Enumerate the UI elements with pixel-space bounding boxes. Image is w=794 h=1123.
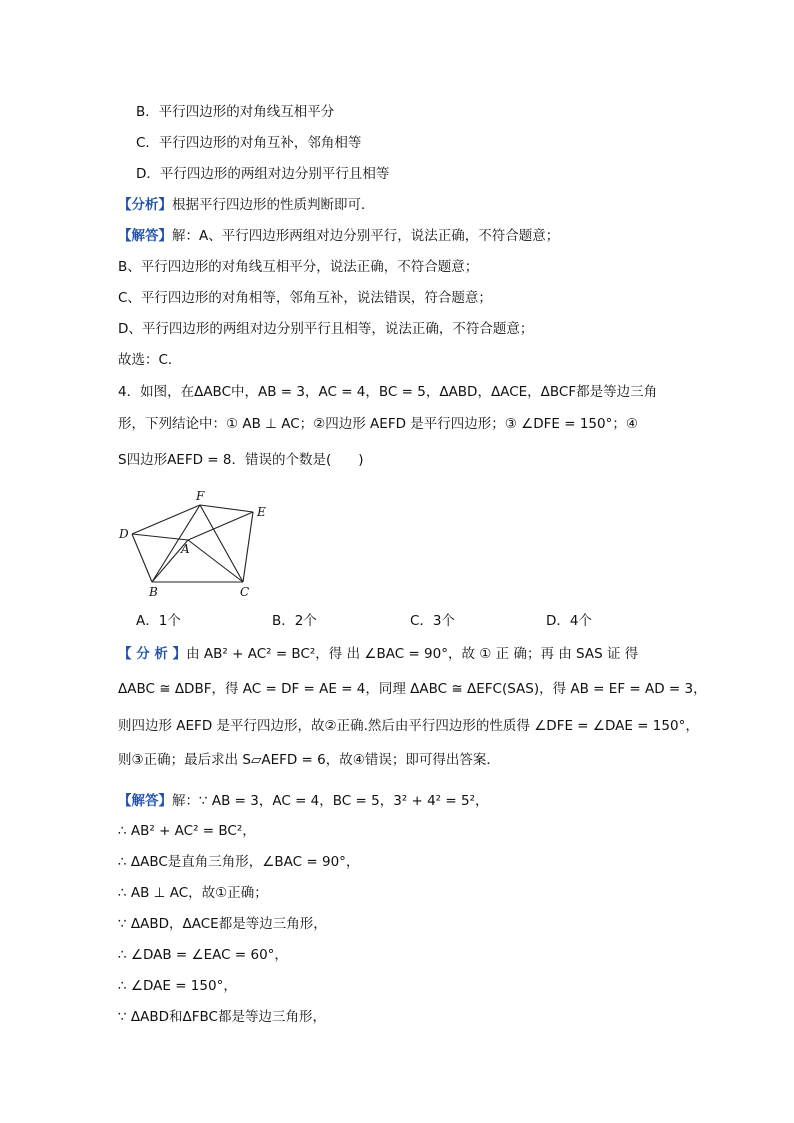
label-e: E <box>257 505 266 519</box>
q4-analysis-line-4: 则③正确；最后求出 S▱AEFD = 6，故④错误；即可得出答案． <box>118 752 500 768</box>
q3-answer-line-3: C、平行四边形的对角相等，邻角互补，说法错误，符合题意； <box>118 290 492 306</box>
label-a: A <box>181 542 190 556</box>
q4-stem-line-3: S四边形AEFD = 8．错误的个数是( ) <box>118 452 364 468</box>
q3-answer-line-1 <box>118 226 559 246</box>
label-f: F <box>196 489 205 503</box>
q4-solution-line-5: ∵ ΔABD，ΔACE都是等边三角形， <box>118 916 327 932</box>
segment-bd <box>132 534 152 582</box>
option-d-prev: D．平行四边形的两组对边分别平行且相等 <box>136 166 390 182</box>
label-d: D <box>119 527 129 541</box>
q3-analysis <box>118 195 375 215</box>
label-c: C <box>240 585 250 599</box>
segment-ae <box>188 512 253 540</box>
answer-tag-q4: 【解答】 <box>118 793 172 809</box>
segment-df <box>132 505 200 534</box>
q4-solution-line-8: ∵ ΔABD和ΔFBC都是等边三角形， <box>118 1009 326 1025</box>
segment-ac <box>188 540 243 582</box>
analysis-tag-q4: 【 分 析 】 <box>118 646 187 662</box>
q3-answer-line-2: B、平行四边形的对角线互相平分，说法正确，不符合题意； <box>118 259 479 275</box>
segment-fc <box>200 505 243 582</box>
q4-solution-line-2: ∴ AB² + AC² = BC²， <box>118 823 256 839</box>
segment-fe <box>200 505 253 512</box>
q4-solution-line-6: ∴ ∠DAB = ∠EAC = 60°， <box>118 947 288 963</box>
choice-d: D．4个 <box>546 613 592 629</box>
q3-answer-line-5: 故选：C． <box>118 352 182 368</box>
option-c-prev: C．平行四边形的对角互补，邻角相等 <box>136 135 362 151</box>
analysis-text: 根据平行四边形的性质判断即可． <box>172 197 375 213</box>
choice-b: B．2个 <box>272 613 317 629</box>
q4-analysis-line-3: 则四边形 AEFD 是平行四边形，故②正确.然后由平行四边形的性质得 ∠DFE = ∠DAE = 150°， <box>118 718 699 734</box>
choice-c: C．3个 <box>410 613 456 629</box>
solution-text-1: 解：∵ AB = 3，AC = 4，BC = 5，3² + 4² = 5²， <box>172 793 489 809</box>
q4-solution-line-1 <box>118 791 489 811</box>
q4-stem-line-1: 4．如图，在ΔABC中，AB = 3，AC = 4，BC = 5，ΔABD，ΔACE，ΔBCF都是等边三角 <box>118 384 658 400</box>
analysis-text-q4: 由 AB² + AC² = BC²，得 出 ∠BAC = 90°，故 ① 正 确；再 由 SAS 证 得 <box>186 646 639 662</box>
q4-stem-line-2: 形，下列结论中：① AB ⊥ AC；②四边形 AEFD 是平行四边形；③ ∠DFE = 150°；④ <box>118 416 638 432</box>
option-b-prev: B．平行四边形的对角线互相平分 <box>136 104 335 120</box>
segment-ec <box>243 512 253 582</box>
label-b: B <box>149 585 158 599</box>
q4-analysis-line-2: ΔABC ≅ ΔDBF，得 AC = DF = AE = 4，同理 ΔABC ≅ ΔEFC(SAS)，得 AB = EF = AD = 3， <box>118 681 707 697</box>
q3-answer-line-4: D、平行四边形的两组对边分别平行且相等，说法正确，不符合题意； <box>118 321 534 337</box>
geometry-figure <box>115 486 275 604</box>
choice-a: A．1个 <box>136 613 181 629</box>
answer-tag: 【解答】 <box>118 228 172 244</box>
answer-text: 解：A、平行四边形两组对边分别平行，说法正确，不符合题意； <box>172 228 560 244</box>
analysis-tag: 【分析】 <box>118 197 172 213</box>
q4-solution-line-4: ∴ AB ⊥ AC，故①正确； <box>118 885 268 901</box>
q4-analysis-line-1 <box>118 644 638 664</box>
q4-solution-line-7: ∴ ∠DAE = 150°， <box>118 978 237 994</box>
q4-solution-line-3: ∴ ΔABC是直角三角形，∠BAC = 90°， <box>118 854 360 870</box>
